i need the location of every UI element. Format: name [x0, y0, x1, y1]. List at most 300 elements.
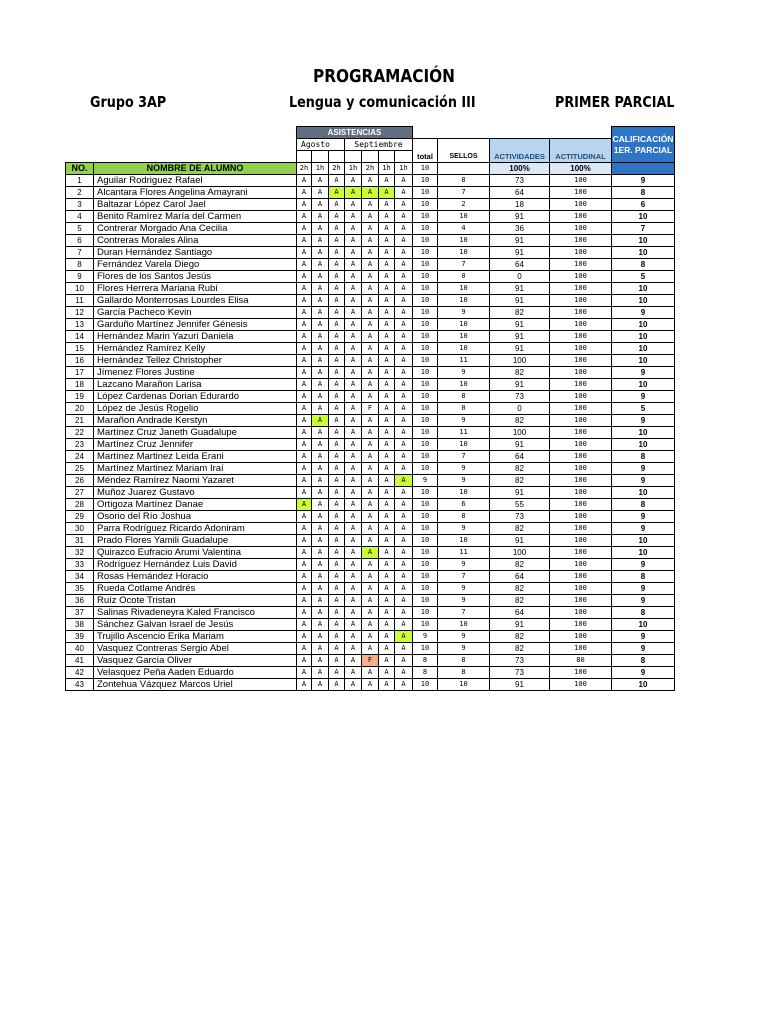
table-row	[66, 211, 675, 223]
actividades-cell: 73	[490, 511, 550, 523]
attendance-cell: A	[329, 439, 345, 451]
month-septiembre: Septiembre	[345, 139, 413, 151]
attendance-cell: A	[395, 631, 413, 643]
total-cell: 10	[413, 415, 438, 427]
attendance-cell: A	[362, 175, 379, 187]
attendance-cell: A	[379, 211, 395, 223]
no-header: NO.	[66, 163, 94, 175]
actividades-cell: 82	[490, 559, 550, 571]
attendance-cell: A	[345, 463, 362, 475]
actividades-cell: 91	[490, 679, 550, 691]
attendance-cell: A	[329, 271, 345, 283]
student-number: 41	[66, 655, 94, 667]
student-name: Jímenez Flores Justine	[94, 367, 297, 379]
actitudinal-cell: 80	[550, 655, 612, 667]
actitudinal-cell: 100	[550, 499, 612, 511]
actitudinal-cell: 100	[550, 547, 612, 559]
attendance-cell: A	[345, 391, 362, 403]
total-cell: 10	[413, 235, 438, 247]
calificacion-cell: 9	[612, 559, 675, 571]
sellos-cell: 9	[438, 415, 490, 427]
group-label: Grupo 3AP	[90, 93, 167, 111]
actividades-cell: 82	[490, 583, 550, 595]
sellos-cell: 4	[438, 223, 490, 235]
attendance-cell: A	[362, 427, 379, 439]
attendance-cell: A	[379, 499, 395, 511]
attendance-cell: A	[395, 535, 413, 547]
student-name: Duran Hernández Santiago	[94, 247, 297, 259]
student-name: Vasquez García Oliver	[94, 655, 297, 667]
attendance-cell: A	[312, 679, 329, 691]
attendance-cell: A	[395, 475, 413, 487]
actividades-cell: 73	[490, 655, 550, 667]
attendance-cell: A	[297, 439, 312, 451]
actividades-cell: 100	[490, 547, 550, 559]
table-row	[66, 355, 675, 367]
student-name: Rosas Hernández Horacio	[94, 571, 297, 583]
attendance-cell: A	[329, 187, 345, 199]
actividades-cell: 91	[490, 331, 550, 343]
student-name: Alcantara Flores Angelina Amayrani	[94, 187, 297, 199]
attendance-cell: A	[379, 319, 395, 331]
student-name: Aguilar Rodriguez Rafael	[94, 175, 297, 187]
student-name: Martínez Martinez Leida Erani	[94, 451, 297, 463]
sellos-cell: 9	[438, 307, 490, 319]
attendance-cell: A	[312, 655, 329, 667]
attendance-cell: A	[379, 199, 395, 211]
total-cell: 10	[413, 367, 438, 379]
sellos-cell: 7	[438, 571, 490, 583]
actitudinal-cell: 100	[550, 583, 612, 595]
attendance-cell: A	[362, 499, 379, 511]
attendance-cell: A	[362, 355, 379, 367]
total-cell: 10	[413, 595, 438, 607]
table-row	[66, 667, 675, 679]
attendance-cell: A	[362, 283, 379, 295]
total-cell: 10	[413, 547, 438, 559]
attendance-cell: A	[312, 211, 329, 223]
student-number: 36	[66, 595, 94, 607]
actitudinal-cell: 100	[550, 259, 612, 271]
attendance-cell: A	[312, 451, 329, 463]
total-cell: 10	[413, 451, 438, 463]
attendance-cell: A	[329, 523, 345, 535]
attendance-cell: A	[395, 643, 413, 655]
attendance-cell: A	[329, 379, 345, 391]
total-cell: 10	[413, 271, 438, 283]
attendance-cell: A	[362, 391, 379, 403]
calificacion-cell: 8	[612, 607, 675, 619]
table-row	[66, 307, 675, 319]
actitudinal-cell: 100	[550, 439, 612, 451]
attendance-cell: A	[312, 619, 329, 631]
attendance-cell: A	[297, 211, 312, 223]
attendance-cell: A	[312, 463, 329, 475]
total-max: 10	[413, 163, 438, 175]
attendance-cell: A	[379, 223, 395, 235]
student-number: 4	[66, 211, 94, 223]
attendance-cell: A	[329, 343, 345, 355]
calificacion-cell: 10	[612, 487, 675, 499]
attendance-cell: A	[379, 583, 395, 595]
calificacion-cell: 6	[612, 199, 675, 211]
attendance-cell: A	[345, 619, 362, 631]
attendance-cell: A	[362, 343, 379, 355]
attendance-cell: A	[362, 307, 379, 319]
hour-header: 1h	[379, 163, 395, 175]
attendance-cell: A	[297, 451, 312, 463]
table-row	[66, 523, 675, 535]
attendance-cell: F	[362, 655, 379, 667]
actitudinal-header: ACTITUDINAL	[550, 139, 612, 163]
attendance-cell: A	[329, 367, 345, 379]
attendance-cell: A	[329, 547, 345, 559]
attendance-cell: A	[312, 259, 329, 271]
attendance-cell: A	[312, 643, 329, 655]
attendance-cell: A	[379, 439, 395, 451]
sellos-cell: 0	[438, 403, 490, 415]
attendance-cell: A	[379, 187, 395, 199]
attendance-cell: A	[379, 571, 395, 583]
attendance-cell: A	[362, 535, 379, 547]
attendance-cell: A	[329, 655, 345, 667]
attendance-cell: A	[395, 451, 413, 463]
attendance-cell: A	[345, 187, 362, 199]
attendance-cell: A	[297, 547, 312, 559]
calificacion-cell: 10	[612, 247, 675, 259]
total-cell: 10	[413, 463, 438, 475]
course-label: Lengua y comunicación III	[289, 93, 476, 111]
total-cell: 10	[413, 283, 438, 295]
total-cell: 10	[413, 583, 438, 595]
table-row	[66, 451, 675, 463]
attendance-cell: A	[345, 355, 362, 367]
student-name: Zontehua Vázquez Marcos Uriel	[94, 679, 297, 691]
student-name: Hernández Ramírez Kelly	[94, 343, 297, 355]
actitudinal-cell: 100	[550, 607, 612, 619]
sellos-cell: 8	[438, 655, 490, 667]
sellos-cell: 10	[438, 535, 490, 547]
attendance-cell: A	[362, 319, 379, 331]
attendance-cell: A	[312, 595, 329, 607]
actitudinal-cell: 100	[550, 211, 612, 223]
attendance-cell: A	[362, 595, 379, 607]
month-agosto: Agosto	[297, 139, 345, 151]
student-name: Vasquez Contreras Sergio Abel	[94, 643, 297, 655]
hour-header: 2h	[362, 163, 379, 175]
asistencias-header: ASISTENCIAS	[297, 127, 413, 139]
student-name: Garduño Martínez Jennifer Génesis	[94, 319, 297, 331]
total-cell: 10	[413, 379, 438, 391]
actividades-header: ACTIVIDADES	[490, 139, 550, 163]
table-row	[66, 643, 675, 655]
calificacion-cell: 10	[612, 379, 675, 391]
attendance-cell: A	[297, 247, 312, 259]
actividades-cell: 73	[490, 391, 550, 403]
calificacion-cell: 10	[612, 535, 675, 547]
attendance-cell: A	[379, 343, 395, 355]
sellos-cell: 8	[438, 511, 490, 523]
calificacion-cell: 9	[612, 667, 675, 679]
attendance-cell: A	[395, 595, 413, 607]
actitudinal-cell: 100	[550, 403, 612, 415]
student-number: 22	[66, 427, 94, 439]
actividades-cell: 100	[490, 427, 550, 439]
attendance-cell: A	[312, 439, 329, 451]
student-number: 30	[66, 523, 94, 535]
attendance-cell: A	[312, 247, 329, 259]
actividades-cell: 64	[490, 187, 550, 199]
sellos-cell: 9	[438, 523, 490, 535]
total-cell: 10	[413, 511, 438, 523]
table-row	[66, 439, 675, 451]
calificacion-cell: 8	[612, 499, 675, 511]
attendance-cell: A	[312, 415, 329, 427]
attendance-cell: A	[329, 259, 345, 271]
student-number: 21	[66, 415, 94, 427]
calificacion-cell: 8	[612, 187, 675, 199]
attendance-cell: A	[297, 235, 312, 247]
attendance-cell: A	[312, 223, 329, 235]
sellos-cell: 10	[438, 319, 490, 331]
total-cell: 8	[413, 655, 438, 667]
attendance-cell: A	[312, 367, 329, 379]
total-cell: 10	[413, 199, 438, 211]
attendance-cell: A	[362, 211, 379, 223]
total-header: total	[413, 139, 438, 163]
attendance-cell: A	[329, 451, 345, 463]
student-name: Parra Rodríguez Ricardo Adoniram	[94, 523, 297, 535]
sellos-cell: 8	[438, 175, 490, 187]
student-number: 11	[66, 295, 94, 307]
attendance-cell: A	[395, 199, 413, 211]
sellos-cell: 10	[438, 619, 490, 631]
actividades-cell: 64	[490, 571, 550, 583]
actitudinal-cell: 100	[550, 235, 612, 247]
attendance-cell: A	[379, 655, 395, 667]
total-cell: 10	[413, 427, 438, 439]
attendance-cell: A	[329, 667, 345, 679]
student-number: 39	[66, 631, 94, 643]
sellos-header: SELLOS	[438, 139, 490, 163]
attendance-cell: A	[362, 487, 379, 499]
calificacion-cell: 9	[612, 463, 675, 475]
hour-header: 1h	[395, 163, 413, 175]
total-cell: 9	[413, 631, 438, 643]
student-name: Velasquez Peña Aaden Eduardo	[94, 667, 297, 679]
actividades-cell: 36	[490, 223, 550, 235]
actividades-cell: 91	[490, 619, 550, 631]
total-cell: 10	[413, 391, 438, 403]
hour-header: 1h	[312, 163, 329, 175]
actitudinal-cell: 100	[550, 595, 612, 607]
student-name: Ortigoza Martínez Danae	[94, 499, 297, 511]
attendance-cell: A	[297, 583, 312, 595]
attendance-cell: A	[345, 439, 362, 451]
attendance-cell: A	[345, 223, 362, 235]
attendance-cell: A	[297, 271, 312, 283]
student-number: 18	[66, 379, 94, 391]
attendance-cell: A	[329, 175, 345, 187]
attendance-cell: A	[379, 619, 395, 631]
table-row	[66, 475, 675, 487]
attendance-cell: A	[297, 355, 312, 367]
attendance-cell: A	[395, 487, 413, 499]
attendance-cell: A	[297, 607, 312, 619]
calificacion-cell: 10	[612, 283, 675, 295]
table-row	[66, 235, 675, 247]
student-name: Fernández Varela Diego	[94, 259, 297, 271]
attendance-cell: A	[297, 475, 312, 487]
actitudinal-cell: 100	[550, 559, 612, 571]
hour-header: 2h	[297, 163, 312, 175]
attendance-cell: A	[345, 511, 362, 523]
actividades-cell: 64	[490, 451, 550, 463]
attendance-cell: A	[395, 175, 413, 187]
attendance-cell: A	[395, 607, 413, 619]
attendance-cell: A	[312, 343, 329, 355]
student-number: 1	[66, 175, 94, 187]
attendance-cell: A	[362, 523, 379, 535]
sellos-cell: 6	[438, 499, 490, 511]
attendance-cell: A	[312, 307, 329, 319]
attendance-cell: A	[362, 571, 379, 583]
attendance-cell: A	[297, 655, 312, 667]
attendance-cell: A	[345, 655, 362, 667]
attendance-cell: A	[345, 175, 362, 187]
actitudinal-cell: 100	[550, 415, 612, 427]
attendance-cell: A	[329, 415, 345, 427]
attendance-cell: A	[379, 451, 395, 463]
attendance-cell: A	[395, 403, 413, 415]
attendance-cell: A	[379, 367, 395, 379]
attendance-cell: A	[312, 187, 329, 199]
attendance-cell: A	[345, 451, 362, 463]
calificacion-cell: 9	[612, 391, 675, 403]
attendance-cell: A	[395, 427, 413, 439]
table-row	[66, 283, 675, 295]
attendance-cell: A	[362, 415, 379, 427]
attendance-cell: A	[312, 607, 329, 619]
attendance-cell: A	[345, 607, 362, 619]
attendance-cell: A	[395, 655, 413, 667]
attendance-cell: A	[329, 499, 345, 511]
table-row	[66, 595, 675, 607]
sellos-cell: 8	[438, 391, 490, 403]
sellos-cell: 9	[438, 475, 490, 487]
attendance-cell: A	[297, 499, 312, 511]
student-number: 25	[66, 463, 94, 475]
attendance-cell: A	[362, 475, 379, 487]
sellos-cell: 10	[438, 331, 490, 343]
attendance-cell: A	[379, 547, 395, 559]
total-cell: 10	[413, 355, 438, 367]
attendance-cell: A	[312, 499, 329, 511]
attendance-cell: A	[345, 295, 362, 307]
actividades-cell: 91	[490, 535, 550, 547]
total-cell: 10	[413, 559, 438, 571]
attendance-cell: A	[329, 511, 345, 523]
attendance-cell: A	[297, 259, 312, 271]
total-cell: 10	[413, 295, 438, 307]
student-number: 19	[66, 391, 94, 403]
student-name: Benito Ramírez María del Carmen	[94, 211, 297, 223]
total-cell: 10	[413, 211, 438, 223]
attendance-cell: A	[329, 223, 345, 235]
table-row	[66, 427, 675, 439]
student-name: Prado Flores Yamili Guadalupe	[94, 535, 297, 547]
attendance-cell: A	[297, 427, 312, 439]
attendance-cell: A	[362, 511, 379, 523]
attendance-cell: A	[379, 283, 395, 295]
attendance-cell: A	[362, 259, 379, 271]
attendance-cell: A	[345, 547, 362, 559]
table-row	[66, 607, 675, 619]
actividades-cell: 82	[490, 415, 550, 427]
attendance-cell: A	[345, 499, 362, 511]
attendance-cell: A	[379, 667, 395, 679]
attendance-cell: A	[345, 367, 362, 379]
actitudinal-cell: 100	[550, 295, 612, 307]
attendance-cell: A	[379, 259, 395, 271]
attendance-cell: A	[395, 415, 413, 427]
attendance-cell: A	[297, 511, 312, 523]
attendance-cell: A	[297, 307, 312, 319]
table-row	[66, 631, 675, 643]
attendance-cell: A	[297, 379, 312, 391]
table-row	[66, 511, 675, 523]
sellos-cell: 10	[438, 679, 490, 691]
attendance-cell: A	[362, 547, 379, 559]
actitudinal-cell: 100	[550, 355, 612, 367]
actividades-cell: 18	[490, 199, 550, 211]
table-row	[66, 571, 675, 583]
total-cell: 10	[413, 487, 438, 499]
actividades-cell: 82	[490, 307, 550, 319]
student-number: 40	[66, 643, 94, 655]
student-name: Lazcano Marañon Larisa	[94, 379, 297, 391]
actitudinal-cell: 100	[550, 631, 612, 643]
attendance-cell: A	[395, 367, 413, 379]
table-row	[66, 415, 675, 427]
actitudinal-cell: 100	[550, 619, 612, 631]
attendance-cell: A	[395, 439, 413, 451]
student-name: Flores Herrera Mariana Rubí	[94, 283, 297, 295]
student-name: Martínez Cruz Jennifer	[94, 439, 297, 451]
calificacion-cell: 8	[612, 655, 675, 667]
actividades-cell: 73	[490, 667, 550, 679]
student-name: Muñoz Juarez Gustavo	[94, 487, 297, 499]
total-cell: 10	[413, 499, 438, 511]
sellos-cell: 10	[438, 295, 490, 307]
student-number: 23	[66, 439, 94, 451]
student-number: 32	[66, 547, 94, 559]
actividades-cell: 82	[490, 523, 550, 535]
actividades-cell: 91	[490, 295, 550, 307]
attendance-cell: A	[362, 643, 379, 655]
attendance-cell: A	[362, 247, 379, 259]
attendance-cell: A	[345, 487, 362, 499]
student-number: 5	[66, 223, 94, 235]
calificacion-cell: 9	[612, 175, 675, 187]
attendance-cell: A	[312, 403, 329, 415]
attendance-cell: A	[329, 319, 345, 331]
actividades-cell: 82	[490, 475, 550, 487]
student-number: 20	[66, 403, 94, 415]
attendance-cell: A	[362, 295, 379, 307]
student-number: 43	[66, 679, 94, 691]
attendance-cell: A	[345, 583, 362, 595]
